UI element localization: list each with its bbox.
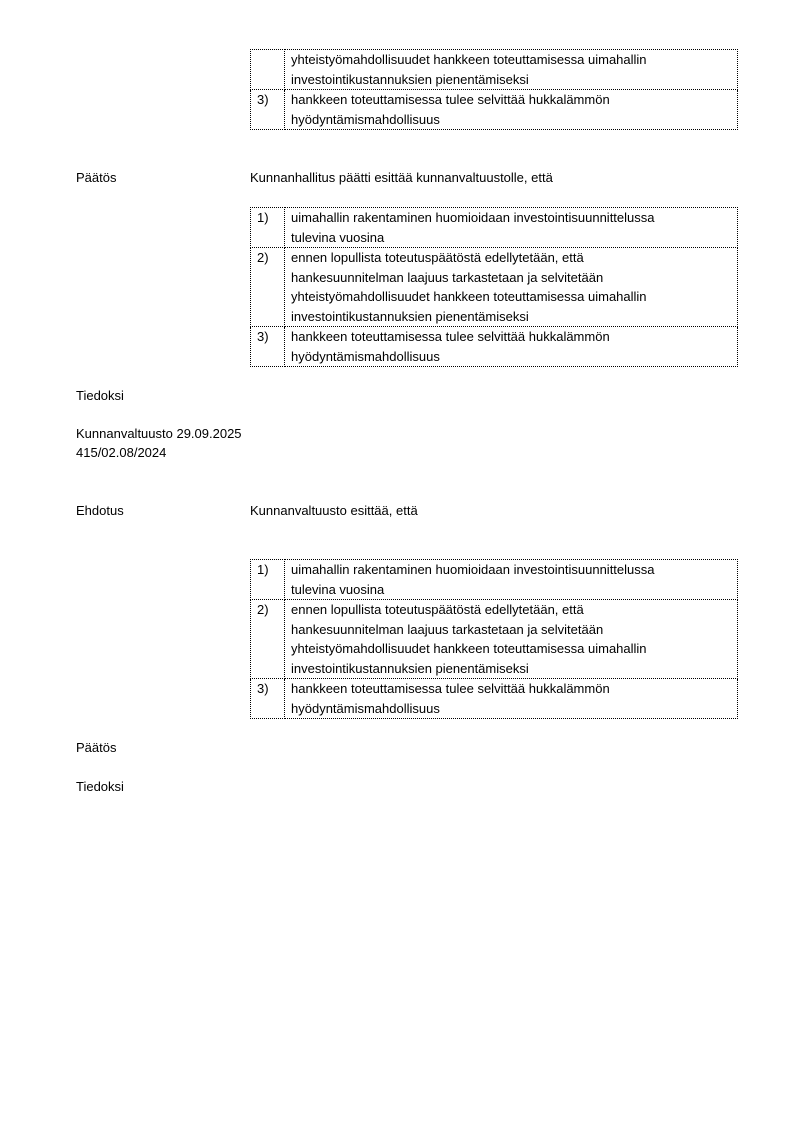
item-number: 3): [251, 90, 285, 130]
item-line: yhteistyömahdollisuudet hankkeen toteuttamisessa uimahallin: [291, 52, 647, 67]
continued-items-table: [250, 49, 738, 130]
proposal-text: Kunnanvaltuusto esittää, että: [250, 503, 418, 518]
item-number: 1): [251, 208, 285, 248]
item-line: tulevina vuosina: [291, 581, 385, 597]
item-line: hankkeen toteuttamisessa tulee selvittää hukkalämmön: [291, 329, 610, 344]
item-number: 3): [251, 679, 285, 719]
item-line: yhteistyömahdollisuudet hankkeen toteuttamisessa uimahallin: [291, 641, 647, 656]
table-row: [251, 327, 738, 367]
table-row: [251, 50, 738, 90]
decision-label-2: Päätös: [76, 740, 117, 755]
item-line: hyödyntämismahdollisuus: [291, 700, 440, 716]
item-line: hankkeen toteuttamisessa tulee selvittää hukkalämmön: [291, 681, 610, 696]
council-meeting-date: Kunnanvaltuusto 29.09.2025: [76, 426, 242, 441]
item-line: yhteistyömahdollisuudet hankkeen toteuttamisessa uimahallin: [291, 289, 647, 304]
item-number: 3): [251, 327, 285, 367]
decision-text: Kunnanhallitus päätti esittää kunnanvaltuustolle, että: [250, 170, 553, 185]
item-number: [251, 50, 285, 90]
item-line: hyödyntämismahdollisuus: [291, 348, 440, 364]
item-text: [285, 248, 738, 327]
item-text: [285, 208, 738, 248]
item-number: 1): [251, 560, 285, 600]
item-line: hankesuunnitelman laajuus tarkastetaan ja selvitetään: [291, 269, 604, 285]
item-line: uimahallin rakentaminen huomioidaan investointisuunnittelussa: [291, 210, 655, 225]
item-line: tulevina vuosina: [291, 229, 385, 245]
item-number: 2): [251, 248, 285, 327]
item-line: hyödyntämismahdollisuus: [291, 111, 440, 127]
for-information-label-2: Tiedoksi: [76, 779, 124, 794]
item-line: investointikustannuksien pienentämiseksi: [291, 308, 529, 324]
for-information-label: Tiedoksi: [76, 388, 124, 403]
item-number: 2): [251, 600, 285, 679]
table-row: [251, 248, 738, 327]
decision-items-table: [250, 207, 738, 367]
item-text: [285, 679, 738, 719]
decision-label: Päätös: [76, 170, 117, 185]
item-line: investointikustannuksien pienentämiseksi: [291, 71, 529, 87]
item-text: [285, 327, 738, 367]
proposal-label: Ehdotus: [76, 503, 124, 518]
item-text: [285, 90, 738, 130]
table-row: [251, 560, 738, 600]
table-row: [251, 679, 738, 719]
item-line: uimahallin rakentaminen huomioidaan investointisuunnittelussa: [291, 562, 655, 577]
item-line: hankesuunnitelman laajuus tarkastetaan ja selvitetään: [291, 621, 604, 637]
proposal-items-table: [250, 559, 738, 719]
item-text: [285, 600, 738, 679]
item-line: hankkeen toteuttamisessa tulee selvittää hukkalämmön: [291, 92, 610, 107]
case-number: 415/02.08/2024: [76, 445, 167, 460]
item-line: ennen lopullista toteutuspäätöstä edellytetään, että: [291, 602, 584, 617]
item-text: [285, 560, 738, 600]
table-row: [251, 600, 738, 679]
item-line: ennen lopullista toteutuspäätöstä edellytetään, että: [291, 250, 584, 265]
table-row: [251, 208, 738, 248]
item-text: [285, 50, 738, 90]
table-row: [251, 90, 738, 130]
item-line: investointikustannuksien pienentämiseksi: [291, 660, 529, 676]
